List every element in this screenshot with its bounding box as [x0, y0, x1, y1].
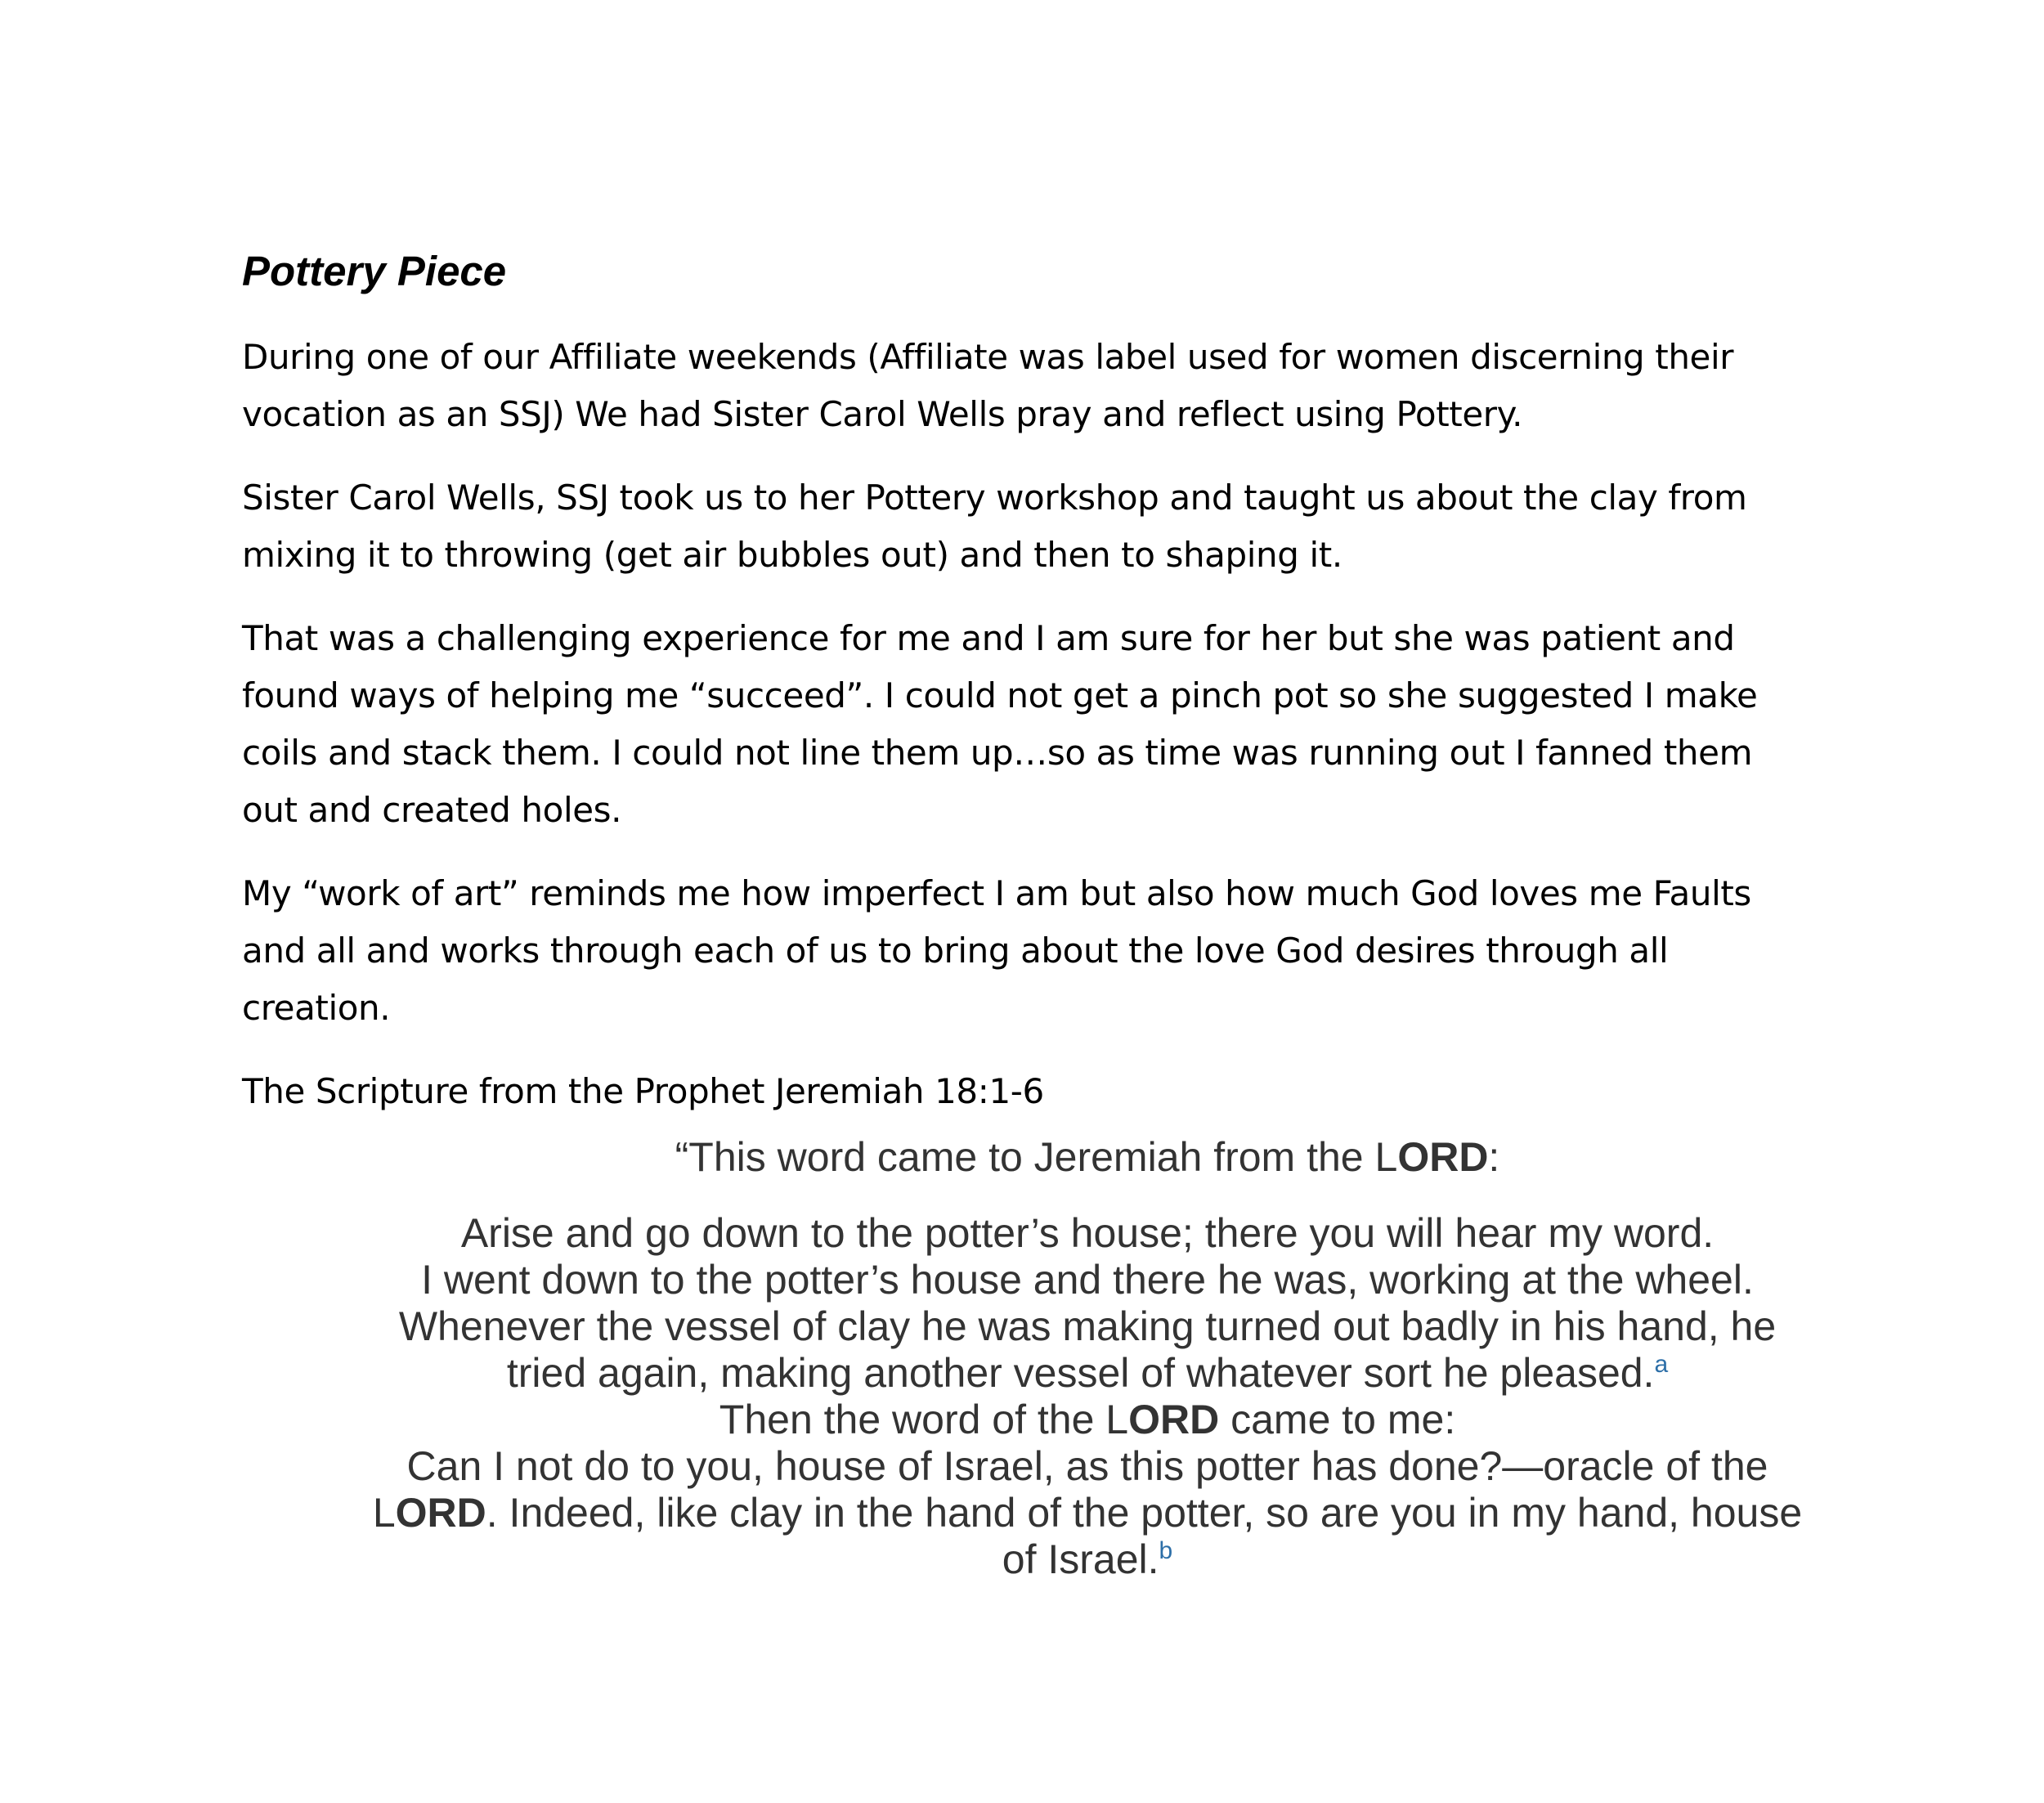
document-page	[242, 242, 1812, 1583]
scripture-verse-5-end: . Indeed, like clay in the hand of the potter, so are you in my hand, house of Israel.	[486, 1490, 1803, 1582]
footnote-b-link[interactable]: b	[1159, 1537, 1173, 1564]
lord-smallcaps: ORD	[1128, 1397, 1220, 1442]
paragraph-affiliate-weekend: During one of our Affiliate weekends (Affiliate was label used for women discerning their vocation as an SSJ) We had Sister Carol Wells pray and reflect using Pottery.	[242, 337, 1734, 434]
scripture-verse-2: I went down to the potter’s house and there he was, working at the wheel.	[421, 1257, 1754, 1303]
paragraph-challenging-experience: That was a challenging experience for me and I am sure for her but she was patient and found ways of helping me “succeed”. I could not get a pinch pot so she suggested I make coils and stack them. I could not line them up…so as time was running out I fanned them out and created holes.	[242, 618, 1758, 830]
scripture-verse-5	[363, 1443, 1812, 1583]
document-title: Pottery Piece	[242, 248, 507, 294]
lord-smallcaps: ORD	[1397, 1134, 1489, 1180]
scripture-verse-4-text: Then the word of the	[719, 1397, 1106, 1442]
paragraph-work-of-art: My “work of art” reminds me how imperfect I am but also how much God loves me Faults and all and works through each of us to bring about the love God desires through all creation.	[242, 873, 1751, 1028]
scripture-intro-colon: :	[1488, 1134, 1500, 1180]
scripture-verse-1: Arise and go down to the potter’s house; there you will hear my word.	[460, 1210, 1715, 1256]
scripture-verse-5-text: Can I not do to you, house of Israel, as this potter has done?—oracle of the	[406, 1443, 1768, 1489]
scripture-intro-text: “This word came to Jeremiah from the	[675, 1134, 1375, 1180]
lord-initial: L	[372, 1490, 396, 1536]
scripture-quote	[363, 1132, 1812, 1583]
footnote-a-link[interactable]: a	[1654, 1351, 1669, 1378]
lord-initial: L	[1374, 1134, 1398, 1180]
scripture-verse-3	[363, 1303, 1812, 1397]
scripture-verse-4	[363, 1397, 1812, 1443]
paragraph-pottery-workshop: Sister Carol Wells, SSJ took us to her Pottery workshop and taught us about the clay from mixing it to throwing (get air bubbles out) and then to shaping it.	[242, 478, 1747, 575]
scripture-reference: The Scripture from the Prophet Jeremiah 18:1-6	[242, 1071, 1044, 1111]
scripture-verse-3-text: Whenever the vessel of clay he was making turned out badly in his hand, he tried again, making another vessel of whatever sort he pleased.	[398, 1303, 1777, 1396]
lord-smallcaps: ORD	[395, 1490, 486, 1536]
scripture-verse-4-end: came to me:	[1219, 1397, 1456, 1442]
lord-initial: L	[1105, 1397, 1129, 1442]
scripture-intro	[363, 1132, 1812, 1182]
